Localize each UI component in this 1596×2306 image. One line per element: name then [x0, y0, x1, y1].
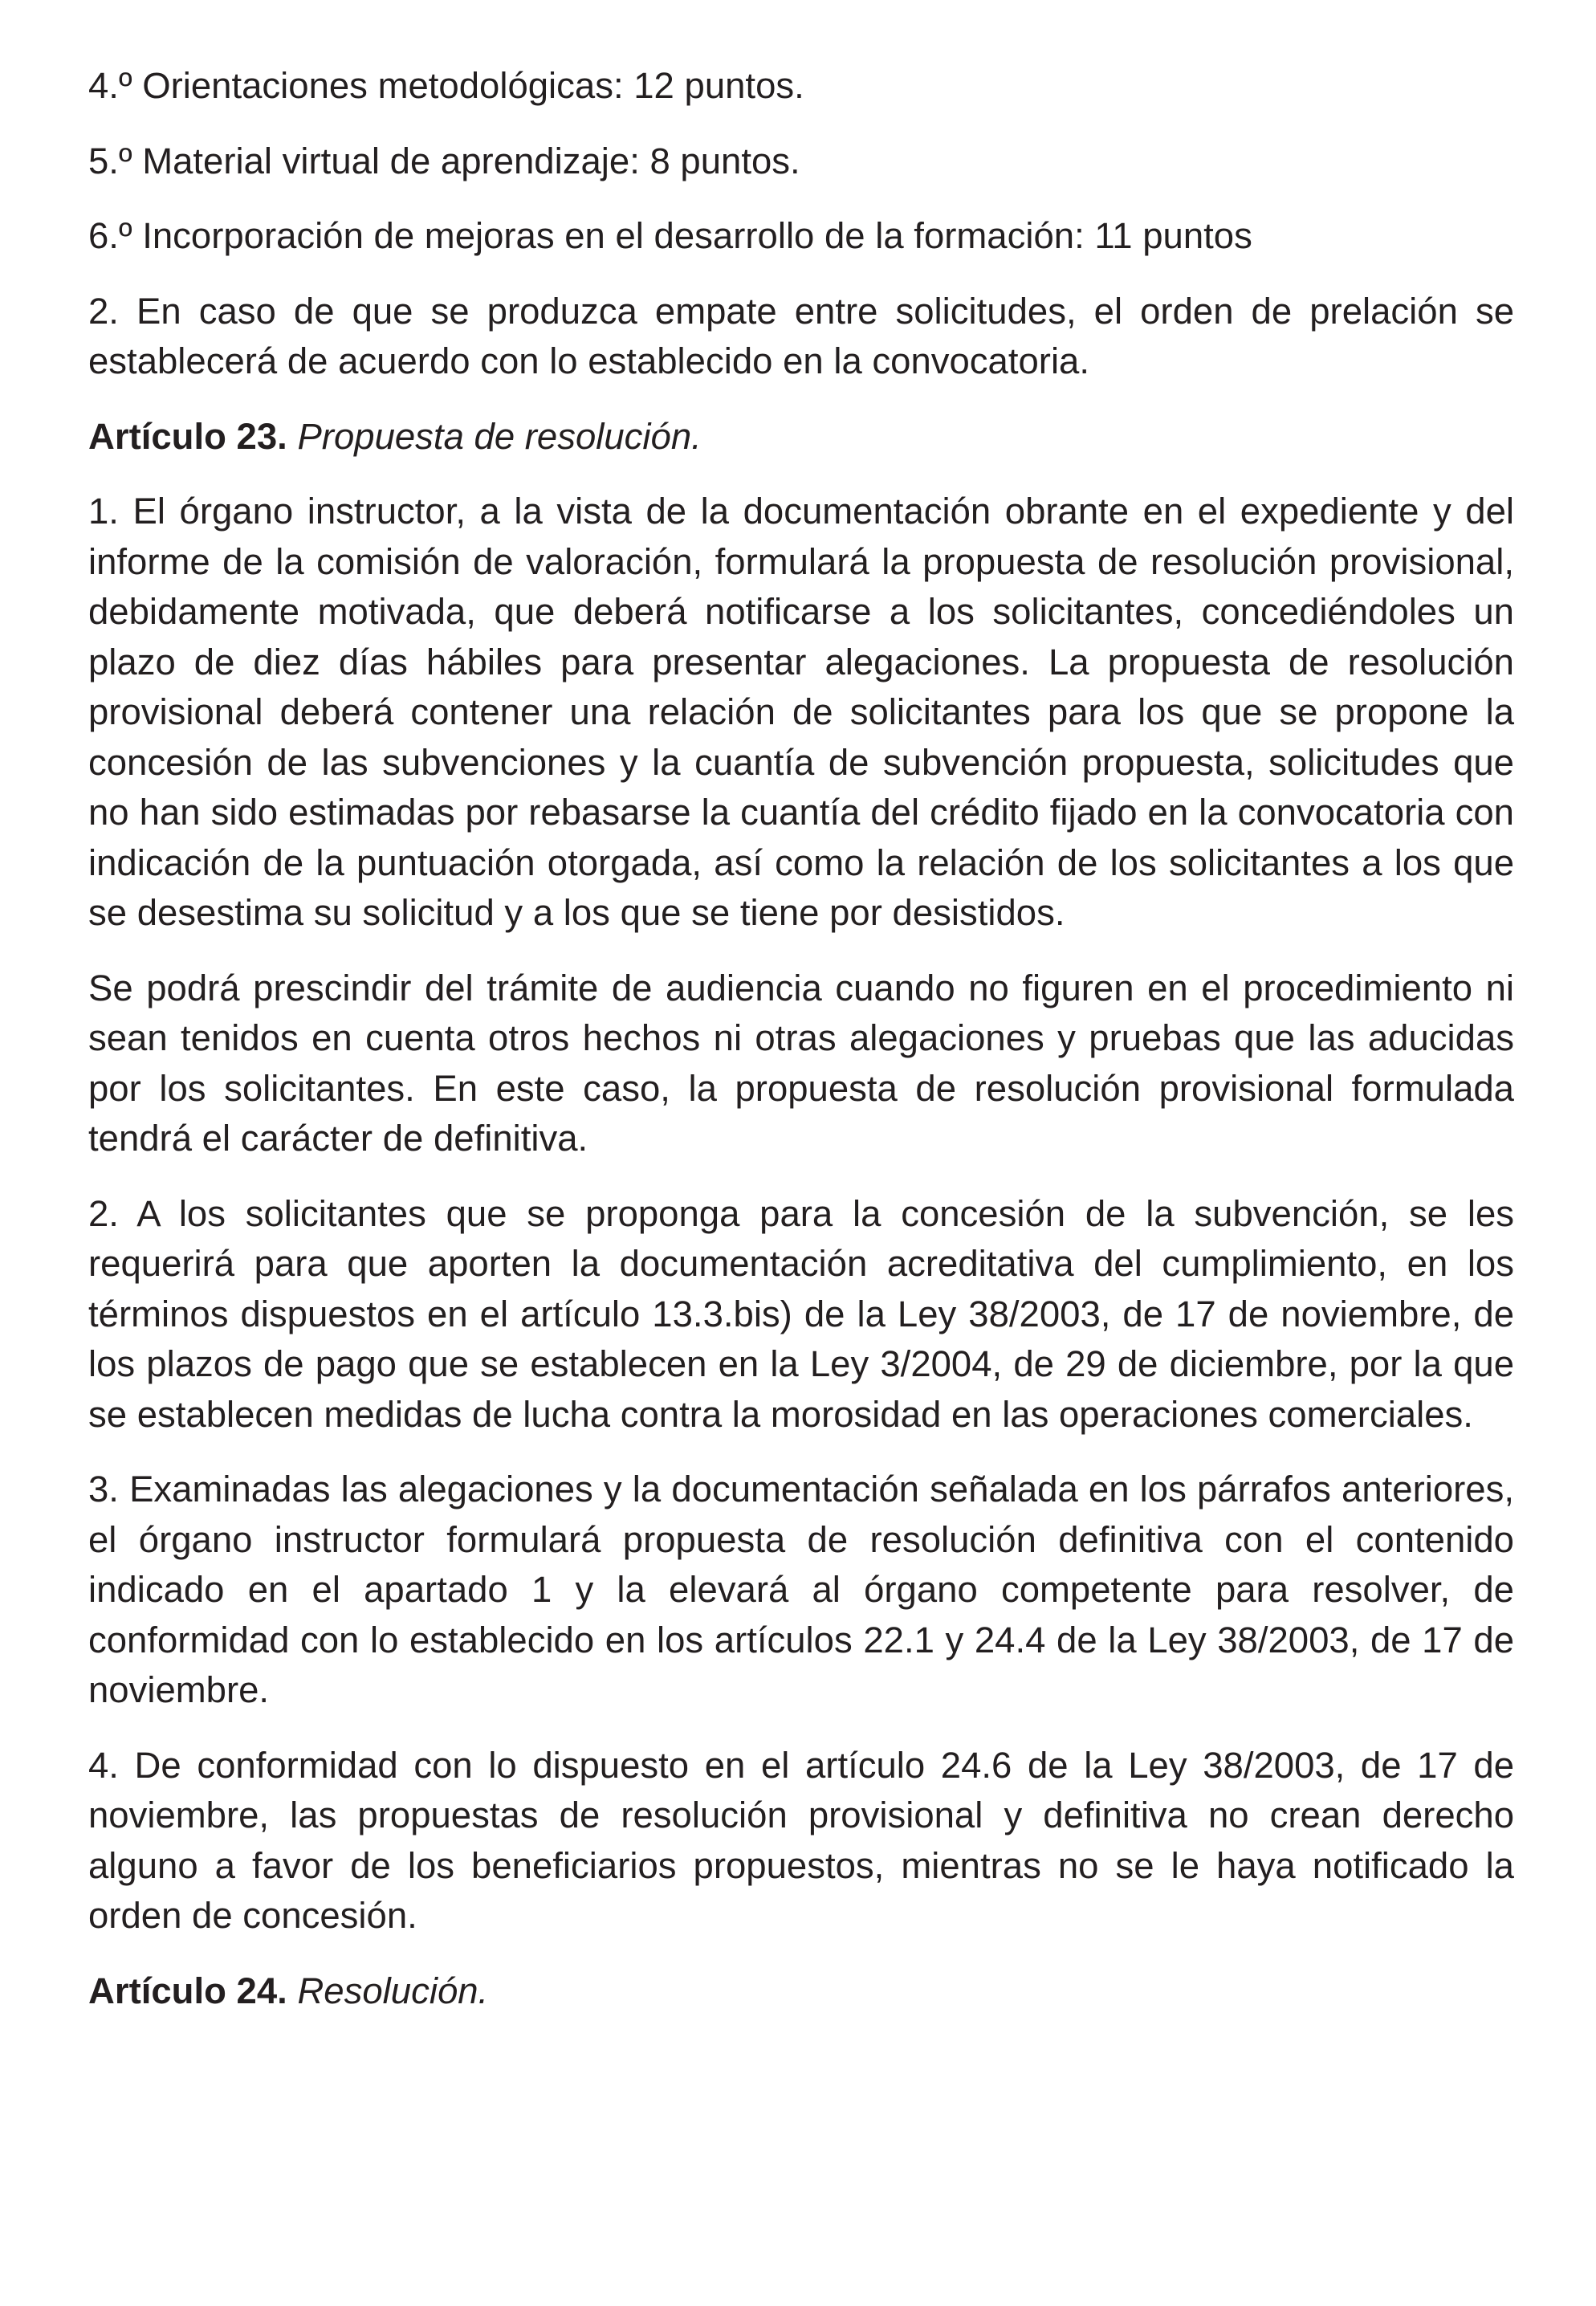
- criterion-item: 4.º Orientaciones metodológicas: 12 puntos.: [88, 65, 804, 106]
- article-paragraph: Se podrá prescindir del trámite de audiencia cuando no figuren en el procedimiento ni sean tenidos en cuenta otros hechos ni otras alegaciones y pruebas que las aducidas por los solicitantes. En este caso, la propuesta de resolución provisional formulada tendrá el carácter de definitiva.: [88, 967, 1514, 1159]
- article-number: Artículo 24.: [88, 1970, 287, 2011]
- article-paragraph: 1. El órgano instructor, a la vista de la documentación obrante en el expediente y del informe de la comisión de valoración, formulará la propuesta de resolución provisional, debidamente motivada, que deberá notificarse a los solicitantes, concediéndoles un plazo de diez días hábiles para presentar alegaciones. La propuesta de resolución provisional deberá contener una relación de solicitantes para los que se propone la concesión de las subvenciones y la cuantía de subvención propuesta, solicitudes que no han sido estimadas por rebasarse la cuantía del crédito fijado en la convocatoria con indicación de la puntuación otorgada, así como la relación de los solicitantes a los que se desestima su solicitud y a los que se tiene por desistidos.: [88, 491, 1514, 933]
- article-title: Propuesta de resolución.: [297, 415, 702, 457]
- article-number: Artículo 23.: [88, 415, 287, 457]
- tie-paragraph: 2. En caso de que se produzca empate entre solicitudes, el orden de prelación se establecerá de acuerdo con lo establecido en la convocatoria.: [88, 290, 1514, 381]
- article-23-heading: [88, 412, 1514, 462]
- criterion-item: 6.º Incorporación de mejoras en el desarrollo de la formación: 11 puntos: [88, 215, 1252, 256]
- article-paragraph: 2. A los solicitantes que se proponga para la concesión de la subvención, se les requerirá para que aporten la documentación acreditativa del cumplimiento, en los términos dispuestos en el artículo 13.3.bis) de la Ley 38/2003, de 17 de noviembre, de los plazos de pago que se establecen en la Ley 3/2004, de 29 de diciembre, por la que se establecen medidas de lucha contra la morosidad en las operaciones comerciales.: [88, 1192, 1514, 1435]
- criterion-item: 5.º Material virtual de aprendizaje: 8 puntos.: [88, 140, 800, 181]
- article-title: Resolución.: [297, 1970, 489, 2011]
- article-paragraph: 3. Examinadas las alegaciones y la documentación señalada en los párrafos anteriores, el órgano instructor formulará propuesta de resolución definitiva con el contenido indicado en el apartado 1 y la elevará al órgano competente para resolver, de conformidad con lo establecido en los artículos 22.1 y 24.4 de la Ley 38/2003, de 17 de noviembre.: [88, 1469, 1514, 1710]
- article-24-heading: [88, 1966, 1514, 2017]
- article-paragraph: 4. De conformidad con lo dispuesto en el artículo 24.6 de la Ley 38/2003, de 17 de noviembre, las propuestas de resolución provisional y definitiva no crean derecho alguno a favor de los beneficiarios propuestos, mientras no se le haya notificado la orden de concesión.: [88, 1744, 1514, 1936]
